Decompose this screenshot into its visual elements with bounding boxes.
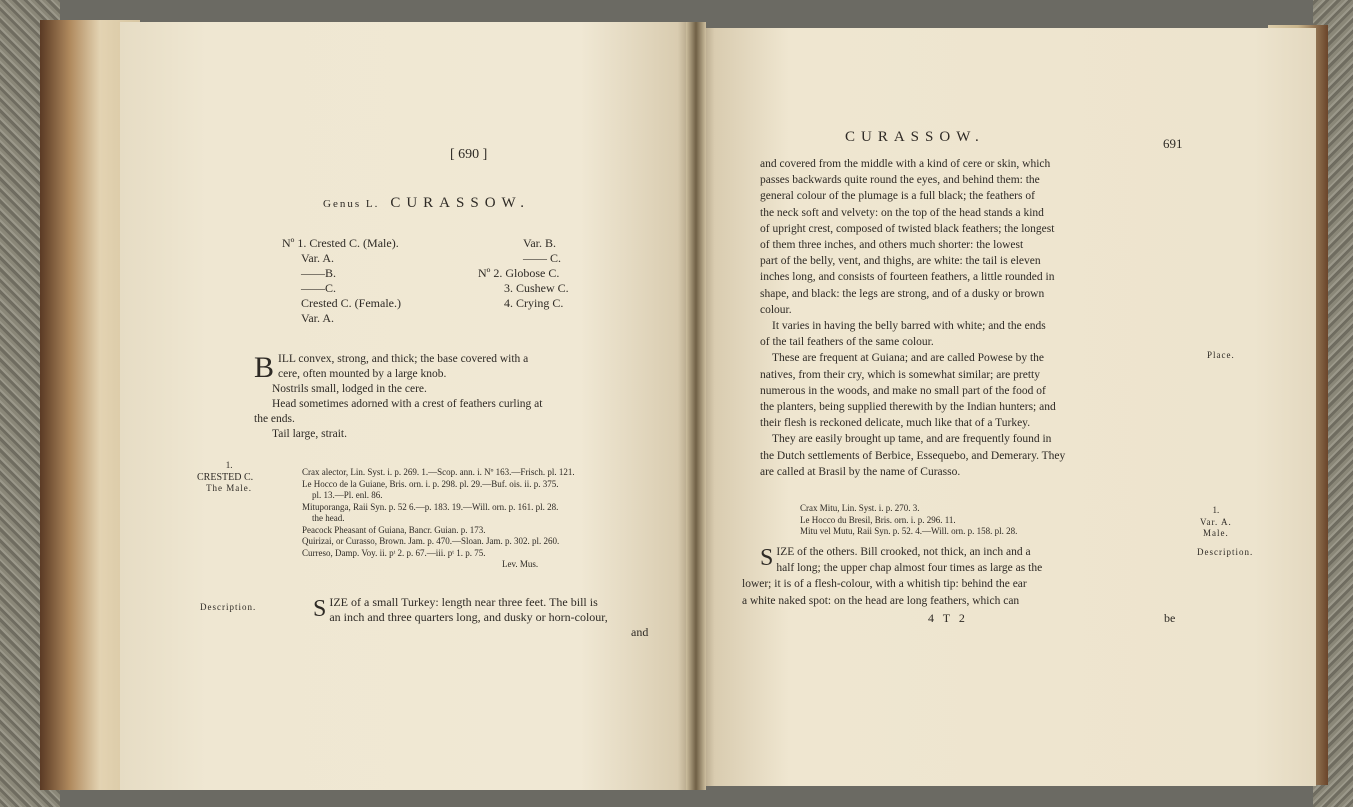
- sidenote-sex: The Male.: [206, 483, 253, 493]
- text-line: of them three inches, and others much shorter: the lowest: [760, 239, 1024, 252]
- synonym: the head.: [312, 513, 345, 523]
- book-gutter: [686, 22, 706, 790]
- index-entry: 3. Cushew C.: [504, 281, 569, 295]
- synonym: Curreso, Damp. Voy. ii. pᵗ 2. p. 67.—iii. pᵗ 1. p. 75.: [302, 547, 486, 558]
- text-line: are called at Brasil by the name of Curasso.: [760, 465, 961, 478]
- text-line: natives, from their cry, which is somewhat similar; are pretty: [760, 368, 1040, 381]
- text-line: half long; the upper chap almost four times as large as the: [776, 562, 1043, 575]
- genus-heading: Genus L.: [323, 198, 380, 210]
- text-line: inches long, and consists of fourteen feathers, a little rounded in: [760, 271, 1055, 284]
- genus-name: CURASSOW.: [390, 195, 531, 211]
- dropcap: S: [760, 545, 774, 571]
- synonym: Le Hocco du Bresil, Bris. orn. i. p. 296. 11.: [800, 514, 956, 525]
- genus-characters: [254, 352, 654, 442]
- description-left: [313, 595, 653, 625]
- sidenote-var-a: [1200, 505, 1232, 540]
- species-index-left: [282, 236, 401, 326]
- text-line: general colour of the plumage is a full black; the feathers of: [760, 190, 1035, 203]
- index-entry: ——C.: [301, 281, 337, 295]
- species-index-right: [478, 236, 569, 311]
- index-entry: Var. A.: [301, 251, 334, 265]
- text-line: Nostrils small, lodged in the cere.: [272, 383, 427, 395]
- synonym: Quirizai, or Curasso, Brown. Jam. p. 470.—Sloan. Jam. p. 302. pl. 260.: [302, 536, 560, 546]
- synonym: Le Hocco de la Guiane, Bris. orn. i. p. 298. pl. 29.—Buf. ois. ii. p. 375.: [302, 478, 559, 489]
- text-line: the Dutch settlements of Berbice, Essequebo, and Demerary. They: [760, 449, 1066, 462]
- text-line: Head sometimes adorned with a crest of feathers curling at: [272, 398, 543, 410]
- text-line: ILL convex, strong, and thick; the base covered with a: [278, 353, 529, 365]
- text-line: shape, and black: the legs are strong, and of a dusky or brown: [760, 287, 1045, 300]
- synonymy-right: [800, 503, 1017, 538]
- synonym: pl. 13.—Pl. enl. 86.: [312, 490, 383, 500]
- synonym: Mituporanga, Raii Syn. p. 52 6.—p. 183. 19.—Will. orn. p. 161. pl. 28.: [302, 501, 559, 512]
- text-line: It varies in having the belly barred with white; and the ends: [772, 320, 1046, 333]
- sidenote-crested-male: [197, 460, 254, 495]
- text-line: colour.: [760, 303, 792, 316]
- paragraph-plumage: [760, 156, 1180, 480]
- index-entry: 4. Crying C.: [504, 296, 564, 310]
- synonymy-left: [302, 467, 575, 571]
- synonym: Lev. Mus.: [502, 559, 539, 569]
- left-page-number: [ 690 ]: [450, 147, 488, 162]
- text-line: their flesh is reckoned delicate, much like that of a Turkey.: [760, 417, 1031, 430]
- text-line: of upright crest, composed of twisted black feathers; the longest: [760, 222, 1055, 235]
- text-line: the ends.: [254, 413, 295, 425]
- sidenote-var: Var. A.: [1200, 516, 1232, 527]
- index-entry: Var. B.: [523, 236, 556, 250]
- text-line: an inch and three quarters long, and dusky or horn-colour,: [329, 610, 608, 624]
- genus-heading-line: [323, 196, 530, 212]
- text-line: a white naked spot: on the head are long feathers, which can: [742, 594, 1020, 607]
- text-line: numerous in the woods, and make no small part of the food of: [760, 384, 1046, 397]
- running-head: CURASSOW.: [845, 129, 985, 145]
- sidenote-number: 1.: [225, 460, 233, 470]
- text-line: and covered from the middle with a kind of cere or skin, which: [760, 158, 1051, 170]
- synonym: Crax Mitu, Lin. Syst. i. p. 270. 3.: [800, 503, 920, 513]
- sidenote-sex: Male.: [1203, 528, 1229, 538]
- dropcap: B: [254, 351, 275, 384]
- index-entry: Crested C. (Female.): [301, 296, 401, 310]
- index-entry: —— C.: [523, 251, 562, 265]
- text-line: passes backwards quite round the eyes, and behind them: the: [760, 174, 1040, 187]
- text-line: the neck soft and velvety: on the top of the head stands a kind: [760, 206, 1044, 219]
- synonym: Mitu vel Mutu, Raii Syn. p. 52. 4.—Will. orn. p. 158. pl. 28.: [800, 526, 1018, 536]
- text-line: lower; it is of a flesh-colour, with a whitish tip: behind the ear: [742, 578, 1027, 591]
- text-line: of the tail feathers of the same colour.: [760, 336, 934, 349]
- index-entry: Nº 2. Globose C.: [478, 266, 560, 280]
- index-entry: Var. A.: [301, 311, 334, 325]
- text-line: IZE of the others. Bill crooked, not thick, an inch and a: [776, 546, 1031, 558]
- right-page-number: 691: [1163, 136, 1183, 151]
- catchword-right: be: [1164, 611, 1176, 625]
- index-entry: ——B.: [301, 266, 337, 280]
- dropcap: S: [313, 596, 327, 622]
- text-line: They are easily brought up tame, and are frequently found in: [772, 433, 1052, 446]
- text-line: These are frequent at Guiana; and are called Powese by the: [772, 352, 1045, 365]
- text-line: Tail large, strait.: [272, 428, 347, 440]
- text-line: IZE of a small Turkey: length near three feet. The bill is: [329, 595, 598, 609]
- description-right: [742, 544, 1190, 609]
- synonym: Crax alector, Lin. Syst. i. p. 269. 1.—Scop. ann. i. Nº 163.—Frisch. pl. 121.: [302, 467, 575, 477]
- sidenote-description-right: Description.: [1197, 547, 1254, 557]
- text-line: part of the belly, vent, and thighs, are white: the tail is eleven: [760, 255, 1041, 268]
- sidenote-description-left: Description.: [200, 602, 257, 612]
- sidenote-number: 1.: [1212, 505, 1220, 515]
- text-line: the planters, being supplied therewith by the Indian hunters; and: [760, 401, 1056, 414]
- index-entry: Nº 1. Crested C. (Male).: [282, 236, 399, 250]
- signature-mark: 4 T 2: [928, 611, 968, 625]
- catchword-left: and: [631, 625, 649, 639]
- synonym: Peacock Pheasant of Guiana, Bancr. Guian. p. 173.: [302, 524, 486, 535]
- sidenote-species: CRESTED C.: [197, 471, 254, 483]
- sidenote-place: Place.: [1207, 350, 1235, 360]
- text-line: cere, often mounted by a large knob.: [278, 368, 447, 380]
